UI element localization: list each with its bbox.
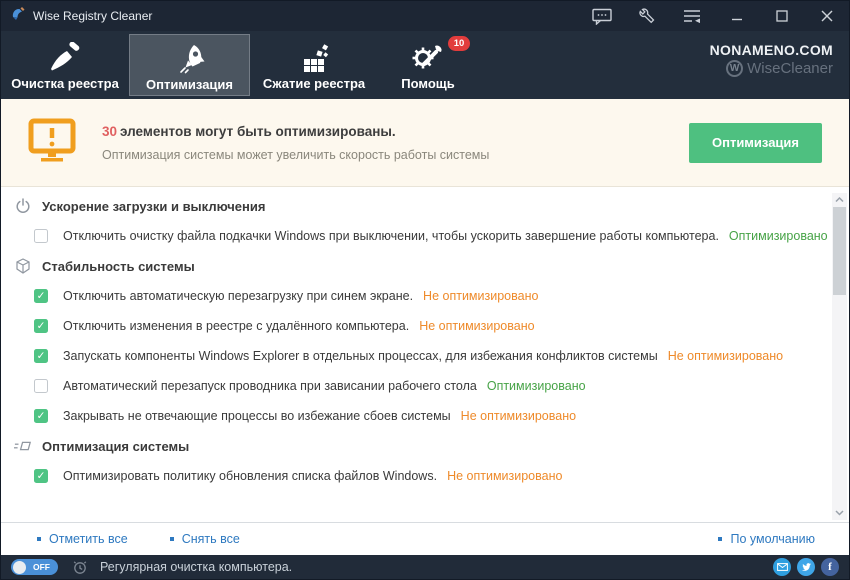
optimize-button[interactable]: Оптимизация (689, 123, 822, 163)
opt-item[interactable]: ✓ Закрывать не отвечающие процессы во избежание сбоев системы Не оптимизировано (1, 401, 849, 431)
opt-item[interactable]: ✓ Запускать компоненты Windows Explorer в отдельных процессах, для избежания конфликтов системы Не оптимизировано (1, 341, 849, 371)
feedback-bubble-icon[interactable] (579, 1, 624, 31)
maximize-button[interactable] (759, 1, 804, 31)
section-header-boot: Ускорение загрузки и выключения (1, 191, 849, 221)
twitter-icon[interactable] (797, 558, 815, 576)
window-title: Wise Registry Cleaner (33, 9, 153, 23)
power-icon (14, 198, 32, 214)
scheduler-text: Регулярная очистка компьютера. (100, 560, 293, 574)
status-label: Оптимизировано (728, 229, 828, 243)
status-label: Не оптимизировано (423, 289, 539, 303)
brand-product: WiseCleaner (747, 60, 833, 77)
item-checkbox[interactable] (34, 229, 48, 243)
deselect-all-link[interactable]: Снять все (170, 532, 240, 546)
opt-item[interactable]: ✓ Отключить автоматическую перезагрузку при синем экране. Не оптимизировано (1, 281, 849, 311)
defaults-link[interactable]: По умолчанию (718, 532, 815, 546)
vertical-scrollbar[interactable] (832, 193, 847, 520)
gear-wrench-icon (410, 41, 446, 75)
item-checkbox[interactable] (34, 379, 48, 393)
banner-subtitle: Оптимизация системы может увеличить скорость работы системы (102, 147, 490, 162)
scheduler-toggle[interactable]: OFF (11, 559, 58, 575)
tab-registry-defrag[interactable]: Сжатие реестра (250, 34, 378, 96)
title-bar (1, 1, 849, 31)
opt-item[interactable]: Отключить очистку файла подкачки Windows при выключении, чтобы ускорить завершение работы компьютера. Оптимизировано (1, 221, 849, 251)
item-checkbox[interactable]: ✓ (34, 289, 48, 303)
monitor-warning-icon (28, 118, 76, 167)
item-checkbox[interactable]: ✓ (34, 349, 48, 363)
optimization-list (1, 187, 849, 522)
item-checkbox[interactable]: ✓ (34, 319, 48, 333)
rocket-icon (173, 42, 207, 76)
scrollbar-track[interactable] (832, 207, 847, 506)
broom-icon (48, 41, 82, 75)
facebook-icon[interactable]: f (821, 558, 839, 576)
footer-links (1, 522, 849, 555)
status-bar (1, 555, 849, 579)
banner-headline: 30 элементов могут быть оптимизированы. (102, 123, 396, 139)
status-label: Не оптимизировано (667, 349, 784, 363)
scroll-up-icon[interactable] (832, 193, 847, 207)
bullet-icon (170, 537, 174, 541)
bullet-icon (37, 537, 41, 541)
close-button[interactable] (804, 1, 849, 31)
compress-squares-icon (297, 41, 331, 75)
mail-icon[interactable] (773, 558, 791, 576)
opt-item[interactable]: Автоматический перезапуск проводника при зависании рабочего стола Оптимизировано (1, 371, 849, 401)
status-label: Не оптимизировано (460, 409, 577, 423)
branding (710, 42, 833, 77)
opt-item[interactable]: ✓ Отключить изменения в реестре с удалённого компьютера. Не оптимизировано (1, 311, 849, 341)
status-label: Оптимизировано (486, 379, 586, 393)
select-all-link[interactable]: Отметить все (37, 532, 128, 546)
items-count: 30 (102, 123, 118, 139)
summary-banner (1, 99, 849, 187)
status-label: Не оптимизировано (419, 319, 535, 333)
item-checkbox[interactable]: ✓ (34, 409, 48, 423)
tab-optimization[interactable]: Оптимизация (129, 34, 250, 96)
alarm-clock-icon (72, 559, 88, 575)
minimize-button[interactable] (714, 1, 759, 31)
app-icon (10, 6, 26, 27)
help-badge: 10 (448, 36, 470, 51)
status-label: Не оптимизировано (447, 469, 563, 483)
menu-list-icon[interactable] (669, 1, 714, 31)
wrench-icon[interactable] (624, 1, 669, 31)
scrollbar-thumb[interactable] (833, 207, 846, 295)
speedometer-icon (14, 439, 32, 453)
opt-item[interactable]: ✓ Оптимизировать политику обновления списка файлов Windows. Не оптимизировано (1, 461, 849, 491)
section-header-system-opt: Оптимизация системы (1, 431, 849, 461)
tab-help[interactable]: 10 Помощь (378, 34, 478, 96)
brand-site: NONAMENO.COM (709, 42, 833, 58)
cube-icon (14, 258, 32, 274)
bullet-icon (718, 537, 722, 541)
tab-registry-cleanup[interactable]: Очистка реестра (1, 34, 129, 96)
toggle-knob (13, 561, 26, 574)
nav-bar (1, 31, 849, 99)
scroll-down-icon[interactable] (832, 506, 847, 520)
item-checkbox[interactable]: ✓ (34, 469, 48, 483)
wisecleaner-logo-icon: W (726, 60, 743, 77)
section-header-stability: Стабильность системы (1, 251, 849, 281)
